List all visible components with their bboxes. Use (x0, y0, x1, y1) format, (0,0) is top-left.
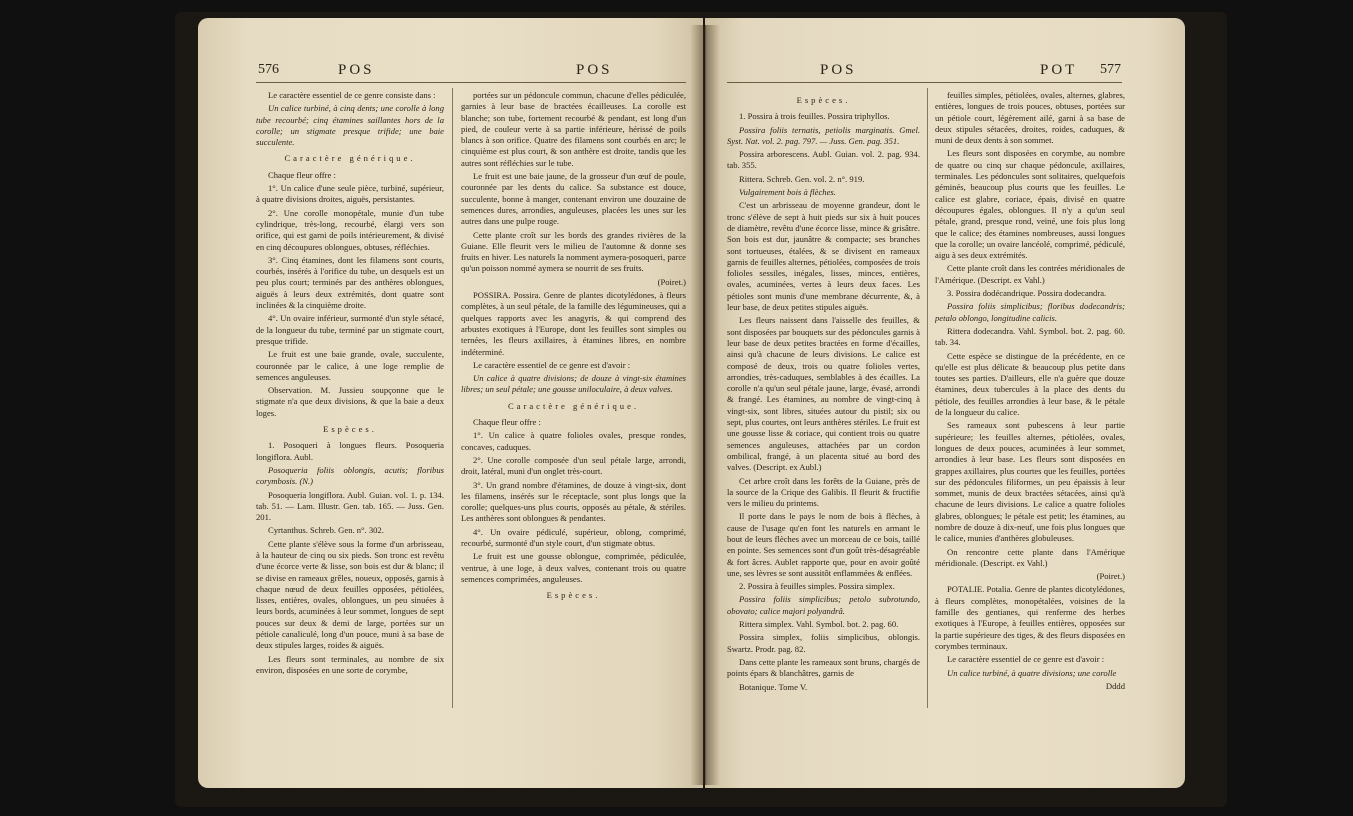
paragraph: Rittera. Schreb. Gen. vol. 2. n°. 919. (739, 173, 865, 184)
paragraph: POTALIE. Potalia. Genre de plantes dicotylédones, à fleurs complètes, monopétalées, voisines de la famille des gentianes, qui renferme des herbes exotiques à l'Europe, à feuilles entières, opposées sur la partie supérieure des tiges, & des fleurs disposées en corymbes terminaux. (935, 584, 1125, 651)
left-column-1 (256, 90, 444, 690)
paragraph: Rittera simplex. Vahl. Symbol. bot. 2. pag. 60. (739, 619, 899, 630)
paragraph: Espèces. (323, 424, 377, 435)
page-number: 577 (1100, 62, 1121, 77)
right-page (705, 18, 1185, 788)
paragraph: Les fleurs naissent dans l'aisselle des feuilles, & sont disposées par bouquets sur des pédoncules garnis à leur base de deux petites bractées en forme d'écailles, ainsi qu'à chacune de leurs divisions. Le calice est composé de deux, trois ou quatre folioles vertes, arrondies, très-caduques, semblables à des écailles. La corolle n'a qu'un seul pétale jaune, large, évasé, arrondi & frangé. Les étamines, au nombre de vingt-cinq à vingt-six, sont libres, situées autour du pistil; six ou sept, plus courtes, ont leurs anthères stériles. Le fruit est une gousse lisse & coriace, qui contient trois ou quatre semences anguleuses, attachées par un cordon ombilical, frangé, à un placenta situé au bord des valves. (Descript. ex Aubl.) (727, 315, 920, 473)
paragraph: Dans cette plante les rameaux sont bruns, chargés de points épars & blanchâtres, garnis de (727, 656, 920, 679)
paragraph: 4°. Un ovaire pédiculé, supérieur, oblong, comprimé, recourbé, surmonté d'un style court, d'un stigmate obtus. (461, 526, 686, 548)
paragraph: Chaque fleur offre : (268, 169, 336, 180)
paragraph: Caractère générique. (507, 400, 640, 411)
paragraph: 3°. Un grand nombre d'étamines, de douze à vingt-six, dont les filamens, insérés sur le réceptacle, sont plus longs que la corolle; quelques-uns plus courts, opposés au pétale, & stériles. Les anthères sont oblongues & pendantes. (461, 479, 686, 524)
right-column-1 (727, 90, 920, 720)
paragraph: 1. Possira à trois feuilles. Possira triphyllos. (739, 111, 890, 122)
paragraph: 3°. Cinq étamines, dont les filamens sont courts, courbés, insérés à l'orifice du tube, un desquels est un peu plus court; terminés par des anthères oblongues, aiguës à leurs deux extrémités, dont quatre sont inclinées & la cinquième droite. (256, 254, 444, 311)
paragraph: 2. Possira à feuilles simples. Possira simplex. (739, 581, 895, 592)
page-number: 576 (258, 62, 279, 77)
paragraph: Les fleurs sont terminales, au nombre de six environ, disposées en une sorte de corymbe, (256, 653, 444, 675)
paragraph: Ses rameaux sont pubescens à leur partie supérieure; les feuilles alternes, pétiolées, ovales, longues de deux pouces, acuminées à leur sommet, arrondies à leur base. Les fleurs sont disposées en grappes axillaires, plus courtes que les feuilles, portées sur des pédoncules filiformes, un peu épaissis à leur sommet, munis de deux bractées sétacées, ainsi qu'à chacune de leurs divisions. Le calice a quatre folioles glabres, oblongues; le pétale est petit; les étamines, au nombre de douze à dix-neuf, une fois plus longues que le calice, munies d'anthères globuleuses. (935, 420, 1125, 544)
paragraph: POSSIRA. Possira. Genre de plantes dicotylédones, à fleurs complètes, à un seul pétale, de la famille des légumineuses, qui a quelques rapports avec les anagyris, & qui comprend des arbustes exotiques à l'Europe, dont les feuilles sont simples ou ternées, les fleurs axillaires, à étamines libres, en nombre indéterminé. (461, 290, 686, 357)
paragraph: Cette plante s'élève sous la forme d'un arbrisseau, à la hauteur de cinq ou six pieds. Son tronc est revêtu d'une écorce verte & lisse, son bois est dur & blanc; il se divise en rameaux grêles, noueux, opposés, garnis à chaque nœud de deux feuilles opposées, pétiolées, lisses, entières, ovales, oblongues, un peu sinuées à leurs bords, acuminées à leur sommet, longues de sept pouces sur deux & demi de large, portées sur un pétiole canaliculé, long d'un pouce, muni à sa base de deux stipules larges, roides & aiguës. (256, 538, 444, 651)
paragraph: Chaque fleur offre : (473, 417, 541, 428)
paragraph: 3. Possira dodécandrique. Possira dodecandra. (947, 288, 1107, 299)
paragraph: Caractère générique. (284, 153, 416, 164)
paragraph: Possira simplex, foliis simplicibus, oblongis. Swartz. Prodr. pag. 82. (727, 632, 920, 654)
header-rule (727, 82, 1122, 83)
paragraph: Possira arborescens. Aubl. Guian. vol. 2. pag. 934. tab. 355. (727, 149, 920, 171)
paragraph: 1°. Un calice à quatre folioles ovales, presque rondes, concaves, caduques. (461, 430, 686, 452)
paragraph: 2°. Une corolle composée d'un seul pétale large, arrondi, droit, latéral, muni d'un onglet très-court. (461, 454, 686, 477)
paragraph: Cet arbre croît dans les forêts de la Guiane, près de la source de la Crique des Galibis. Il fleurit & fructifie vers le milieu du printems. (727, 475, 920, 509)
paragraph: 1°. Un calice d'une seule pièce, turbiné, supérieur, à quatre divisions droites, aiguës, persistantes. (256, 183, 444, 205)
paragraph: Posoqueria foliis oblongis, acutis; floribus corymbosis. (N.) (256, 464, 444, 487)
left-page (198, 18, 703, 788)
paragraph: Dddd (1105, 680, 1125, 691)
left-column-2 (461, 90, 686, 690)
paragraph: Possira foliis ternatis, petiolis marginatis. Gmel. Syst. Nat. vol. 2. pag. 797. — Juss. Gen. pag. 351. (727, 124, 920, 146)
paragraph: Espèces. (546, 590, 601, 601)
paragraph: On rencontre cette plante dans l'Amérique méridionale. (Descript. ex Vahl.) (935, 546, 1125, 568)
paragraph: portées sur un pédoncule commun, chacune d'elles pédiculée, garnies à leur base de bractées écailleuses. La corolle est blanche; son tube, fortement recourbé & pendant, est long d'un pied, de couleur verte à sa partie inférieure, hérissé de poils blancs à son orifice. Quatre des filamens sont courbés en arc; le cinquième est plus court, & son anthère est droite, tandis que les autres sont réfléchies sur le tube. (461, 90, 686, 168)
paragraph: Possira foliis simplicibus; petolo subrotundo, obovato; calice majori polyandrâ. (727, 594, 920, 616)
right-column-2 (935, 90, 1125, 720)
paragraph: 2°. Une corolle monopétale, munie d'un tube cylindrique, très-long, recourbé, élargi vers son orifice, qui est garni de poils intérieurement, & divisé en cinq découpures oblongues, obtuses, réfléchies. (256, 207, 444, 252)
paragraph: 1. Posoqueri à longues fleurs. Posoqueria longiflora. Aubl. (256, 440, 444, 462)
paragraph: Le fruit est une baie grande, ovale, succulente, couronnée par le calice, à une loge remplie de semences anguleuses. (256, 349, 444, 382)
paragraph: C'est un arbrisseau de moyenne grandeur, dont le tronc s'élève de sept à huit pieds sur six à huit pouces de diamètre, revêtu d'une écorce lisse, mince & grisâtre. Son bois est dur, jaunâtre & compacte; ses branches sont tortueuses, étalées, & se divisent en rameaux garnis de feuilles alternes, pétiolées, composées de trois folioles sessiles, inégales, lisses, minces, entières, ovales, acuminées, vertes à leurs deux faces. Les pétioles sont munis d'une membrane décurrente, &, à leur base, de deux petites stipules aiguës. (727, 200, 920, 313)
paragraph: Cette plante croît dans les contrées méridionales de l'Amérique. (Descript. ex Vahl.) (935, 263, 1125, 285)
paragraph: Le fruit est une baie jaune, de la grosseur d'un œuf de poule, couronnée par les dents du calice. Sa substance est douce, succulente, bonne à manger, contenant environ une douzaine de semences dures, arrondies, anguleuses, placées les unes sur les autres dans une pulpe rouge. (461, 171, 686, 227)
column-rule (927, 88, 928, 708)
paragraph: Botanique. Tome V. (739, 681, 808, 692)
paragraph: (Poiret.) (1096, 571, 1125, 582)
paragraph: 4°. Un ovaire inférieur, surmonté d'un style sétacé, de la longueur du tube, terminé par un stigmate court, presque trifide. (256, 313, 444, 346)
paragraph: feuilles simples, pétiolées, ovales, alternes, glabres, entières, longues de trois pouces, obtuses, portées sur un pétiole court, légèrement ailé, garni à sa base de deux stipules sétacées, droites, roides, caduques, & muni de deux dents à son sommet. (935, 90, 1125, 146)
paragraph: Vulgairement bois à flèches. (739, 187, 836, 198)
paragraph: Cette plante croît sur les bords des grandes rivières de la Guiane. Elle fleurit vers le milieu de l'automne & donne ses fruits en hiver. Les naturels la nomment aymera-posoqueri, parce qu'un poisson nommé aymera se nourrit de ses fruits. (461, 229, 686, 274)
running-head: POT (1040, 62, 1078, 78)
paragraph: Un calice turbiné, à cinq dents; une corolle à long tube recourbé; cinq étamines saillantes hors de la corolle; un stigmate presque trifide; une baie succulente. (256, 103, 444, 148)
paragraph: Observation. M. Jussieu soupçonne que le stigmate n'a que deux divisions, & que la baie a deux loges. (256, 385, 444, 418)
paragraph: Rittera dodecandra. Vahl. Symbol. bot. 2. pag. 60. tab. 34. (935, 325, 1125, 348)
paragraph: Posoqueria longiflora. Aubl. Guian. vol. 1. p. 134. tab. 51. — Lam. Illustr. Gen. tab. 165. — Juss. Gen. 201. (256, 489, 444, 523)
paragraph: Le caractère essentiel de ce genre est d'avoir : (947, 654, 1105, 665)
paragraph: Les fleurs sont disposées en corymbe, au nombre de quatre ou cinq sur chaque pédoncule, axillaires, terminales. Les pédoncules sont solitaires, quelquefois géminés, beaucoup plus courts que les feuilles. Le calice est glabre, coriace, épais, divisé en quatre découpures égales, oblongues. Il n'y a qu'un seul pétale, grand, presque rond, veiné, une fois plus long que le calice; des étamines nombreuses, aussi longues que la corolle; un ovaire lancéolé, comprimé, pédiculé, aigu à ses deux extrémités. (935, 148, 1125, 261)
paragraph: Possira foliis simplicibus; floribus dodecandris; petalo oblongo, longitudine calicis. (935, 301, 1125, 323)
column-rule (452, 88, 453, 708)
running-head: POS (338, 62, 375, 78)
header-rule (256, 82, 686, 83)
paragraph: Espèces. (796, 95, 851, 105)
paragraph: Cyrtanthus. Schreb. Gen. n°. 302. (268, 525, 384, 536)
paragraph: (Poiret.) (657, 276, 686, 287)
paragraph: Cette espèce se distingue de la précédente, en ce qu'elle est plus délicate & beaucoup plus petite dans toutes ses parties. D'ailleurs, elle n'a guère que douze étamines, deux tubercules à la place des dents du pétiole, des feuilles arrondies à leur base, & le pétale de la longueur du calice. (935, 350, 1125, 418)
paragraph: Le fruit est une gousse oblongue, comprimée, pédiculée, ventrue, à une loge, à deux valves, contenant trois ou quatre semences comprimées, anguleuses. (461, 551, 686, 584)
running-head: POS (576, 62, 613, 78)
paragraph: Le caractère essentiel de ce genre consiste dans : (268, 90, 436, 100)
paragraph: Il porte dans le pays le nom de bois à flèches, à cause de l'usage qu'en font les naturels en armant le bout de leurs flèches avec un morceau de ce bois, taillé en pointe. Ses semences sont d'un goût très-désagréable & fort âcres. Aublet rapporte que, pour en avoir goûté une, ses lèvres se sont aussitôt enflammées & enflées. (727, 511, 920, 578)
paragraph: Un calice à quatre divisions; de douze à vingt-six étamines libres; un seul pétale; une gousse uniloculaire, à deux valves. (461, 373, 686, 395)
paragraph: Le caractère essentiel de ce genre est d'avoir : (473, 359, 631, 370)
book-gutter (690, 25, 720, 785)
running-head: POS (820, 62, 857, 78)
paragraph: Un calice turbiné, à quatre divisions; une corolle (947, 667, 1117, 678)
